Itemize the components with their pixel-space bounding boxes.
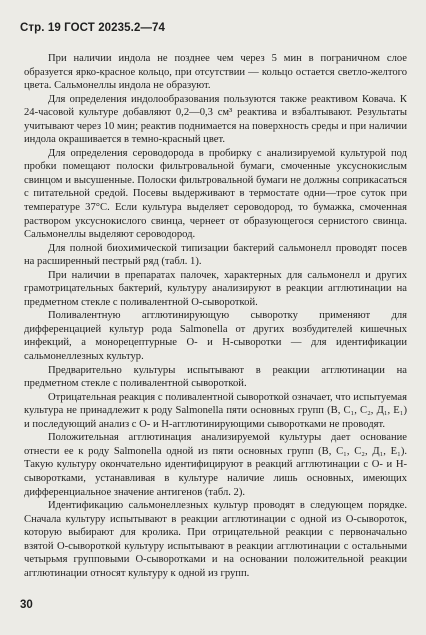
paragraph: Поливалентную агглютинирующую сыворотку применяют для дифференцацией культур рода Salmonella от других возбудителей кишечных инфекций, а монорецептурные О- и Н-сыворотки — для идентификации сальмонеллезных культур.	[24, 310, 407, 363]
page-header: Стр. 19 ГОСТ 20235.2—74	[20, 22, 166, 34]
paragraph: Предварительно культуры испытывают в реакции агглютинации на предметном стекле с поливалентной сывороткой.	[24, 364, 407, 390]
paragraph: При наличии в препаратах палочек, характерных для сальмонелл и других грамотрицательных бактерий, культуру анализируют в реакции агглютинации на предметном стекле с поливалентной О-сывороткой.	[24, 269, 407, 308]
page-number: 30	[20, 599, 33, 611]
paragraph: Для полной биохимической типизации бактерий сальмонелл проводят посев на расширенный пестрый ряд (табл. 1).	[24, 242, 407, 268]
paragraph: При наличии индола не позднее чем через 5 мин в пограничном слое образуется ярко-красное кольцо, при отсутствии — кольцо остается светло-желтого цвета. Сальмонеллы индола не образуют.	[24, 53, 407, 92]
paragraph: Для определения индолообразования пользуются также реактивом Ковача. К 24-часовой культуре добавляют 0,2—0,3 см³ реактива и взбалтывают. Результаты учитывают через 10 мин; реактив поднимается на поверхность среды и при наличии индола окрашивается в темно-красный цвет.	[24, 93, 407, 146]
paragraph: Положительная агглютинация анализируемой культуры дает основание отнести ее к роду Salmonella одной из пяти основных групп (В, С₁, С₂, Д₁, Е₁). Такую культуру окончательно идентифицируют в реакций агглютинации с О- и Н-сыворотками, устанавливая в культуре наличие лишь основных, имеющих дифференциальное значение антигенов (табл. 2).	[24, 432, 407, 498]
paragraph: Отрицательная реакция с поливалентной сывороткой означает, что испытуемая культура не принадлежит к роду Salmonella пяти основных групп (В, С₁, С₂, Д₁, Е₁) и последующий анализ с О- и Н-агглютинирующими сыворотками не проводят.	[24, 391, 407, 430]
document-body	[24, 52, 407, 580]
paragraph: Для определения сероводорода в пробирку с анализируемой культурой под пробки помещают полоски фильтровальной бумаги, смоченные уксуснокислым свинцом и высушенные. Полоски фильтровальной бумаги не должны соприкасаться с питательной средой. Посевы выдерживают в термостате одни—трое суток при температуре 37°С. Если культура выделяет сероводород, то бумажка, смоченная раствором уксуснокислого свинца, чернеет от образующегося сернистого свинца. Сальмонеллы выделяют сероводород.	[24, 147, 407, 241]
paragraph: Идентификацию сальмонеллезных культур проводят в следующем порядке. Сначала культуру испытывают в реакции агглютинации с одной из О-сывороток, которую выбирают для кролика. При отрицательной реакции с первоначально взятой О-сывороткой культуру испытывают в реакции агглютинации с остальными четырьмя групповыми О-сыворотками и на основании положительной реакции агглютинации относят культуру к одной из групп.	[24, 500, 407, 579]
